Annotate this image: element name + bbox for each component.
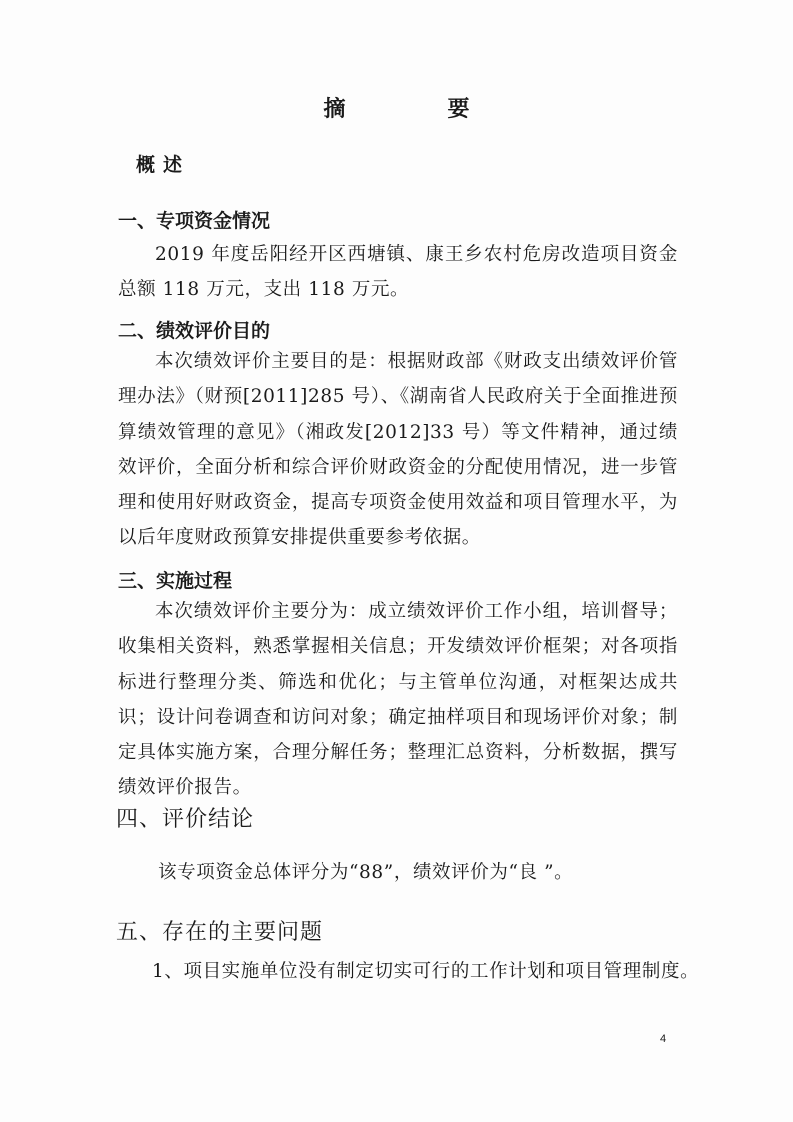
- section-heading-2: 二、绩效评价目的: [118, 320, 271, 342]
- page-number: 4: [660, 1033, 667, 1045]
- page-title: 摘 要: [323, 96, 510, 122]
- section-paragraph-1: 2019 年度岳阳经开区西塘镇、康王乡农村危房改造项目资金总额 118 万元，支出 118 万元。: [118, 244, 678, 301]
- section-paragraph-4: 该专项资金总体评分为“88”，绩效评价为“良 ”。: [158, 862, 574, 883]
- section-heading-3: 三、实施过程: [118, 570, 233, 592]
- section-paragraph-3: 本次绩效评价主要分为：成立绩效评价工作小组，培训督导；收集相关资料，熟悉掌握相关信息；开发绩效评价框架；对各项指标进行整理分类、筛选和优化；与主管单位沟通，对框架达成共识；设计问卷调查和访问对象；确定抽样项目和现场评价对象；制定具体实施方案，合理分解任务；整理汇总资料，分析数据，撰写绩效评价报告。: [118, 601, 678, 799]
- section-heading-5: 五、存在的主要问题: [116, 920, 324, 945]
- overview-label: 概述: [136, 154, 191, 176]
- section-heading-1: 一、专项资金情况: [118, 210, 271, 232]
- section-paragraph-2: 本次绩效评价主要目的是：根据财政部《财政支出绩效评价管理办法》（财预[2011]285 号）、《湖南省人民政府关于全面推进预算绩效管理的意见》（湘政发[2012]33 号）等文件精神，通过绩效评价，全面分析和综合评价财政资金的分配使用情况，进一步管理和使用好财政资金，提高专项资金使用效益和项目管理水平，为以后年度财政预算安排提供重要参考依据。: [118, 351, 678, 549]
- section-paragraph-5: 1、项目实施单位没有制定切实可行的工作计划和项目管理制度。: [152, 961, 700, 982]
- section-heading-4: 四、评价结论: [116, 807, 255, 832]
